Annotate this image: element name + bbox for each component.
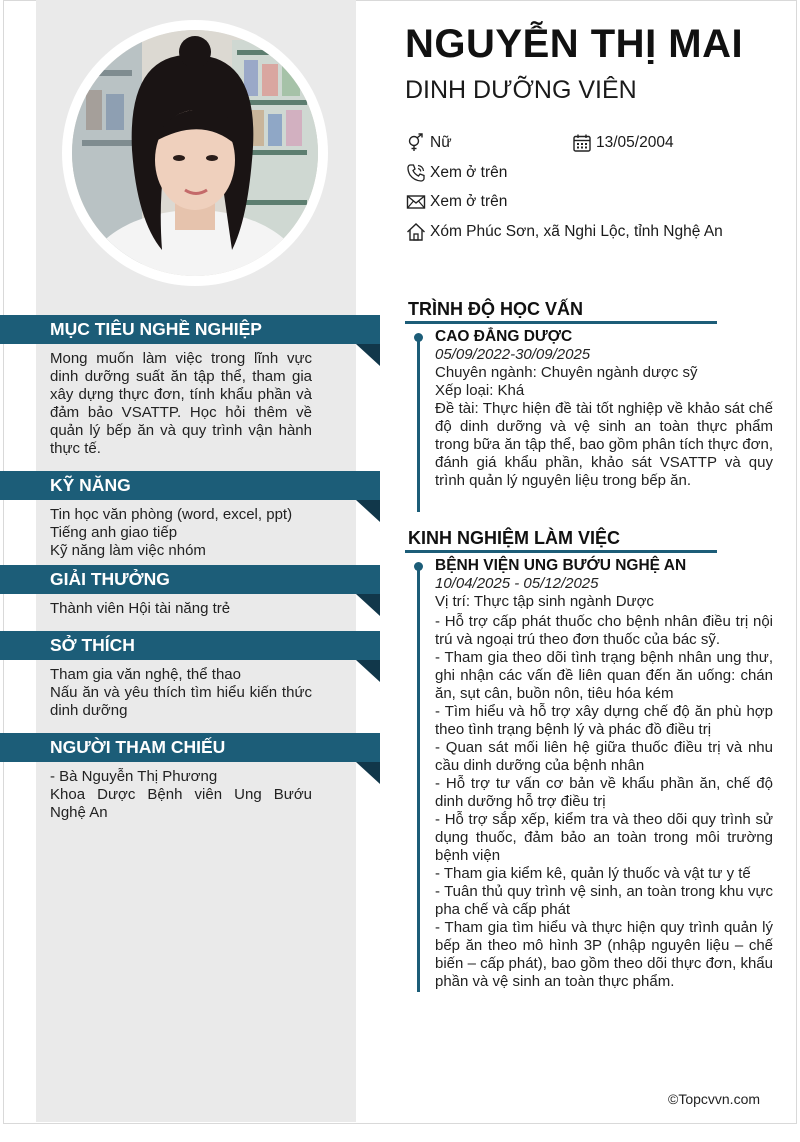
objective-heading: MỤC TIÊU NGHỀ NGHIỆP [0, 315, 380, 344]
experience-heading: KINH NGHIỆM LÀM VIỆC [405, 527, 717, 553]
birthdate-value: 13/05/2004 [596, 134, 674, 151]
address-value: Xóm Phúc Sơn, xã Nghi Lộc, tỉnh Nghệ An [430, 223, 723, 240]
education-major: Chuyên ngành: Chuyên ngành dược sỹ [435, 364, 698, 381]
skill-item: Tiếng anh giao tiếp [50, 524, 178, 541]
skill-item: Kỹ năng làm việc nhóm [50, 542, 206, 559]
education-timeline [417, 340, 420, 512]
hobbies-section [0, 631, 380, 720]
education-heading: TRÌNH ĐỘ HỌC VẤN [405, 298, 717, 324]
email-value: Xem ở trên [430, 193, 508, 210]
birthdate-row [572, 133, 674, 153]
candidate-name: NGUYỄN THỊ MAI [405, 22, 744, 66]
avatar [72, 30, 318, 276]
hobby-item: Tham gia văn nghệ, thể thao [50, 666, 241, 683]
award-item: Thành viên Hội tài năng trẻ [50, 600, 231, 617]
reference-item: Khoa Dược Bệnh viên Ung Bướu Nghệ An [50, 786, 312, 821]
header-fold [356, 762, 380, 784]
duty-item: - Tham gia tìm hiểu và thực hiện quy trình quản lý bếp ăn theo mô hình 3P (nhập nguyên liệu – chế biến – cấp phát), bao gồm theo dõi thực đơn, khẩu phần và vệ sinh an toàn thực phẩm. [435, 919, 773, 990]
phone-icon [406, 163, 426, 183]
experience-entry [435, 557, 773, 991]
school-name: CAO ĐẲNG DƯỢC [435, 328, 573, 345]
duty-item: - Hỗ trợ tư vấn cơ bản về khẩu phần ăn, chế độ dinh dưỡng hỗ trợ điều trị [435, 775, 773, 810]
phone-row [406, 163, 507, 183]
duty-item: - Tham gia theo dõi tình trạng bệnh nhân ung thư, ghi nhận các vấn đề liên quan đến ăn uống: chán ăn, sụt cân, buồn nôn, tiêu hóa kém [435, 649, 773, 702]
skills-heading: KỸ NĂNG [0, 471, 380, 500]
gender-value: Nữ [430, 134, 452, 151]
gender-icon [406, 133, 426, 153]
footer-credit: ©Topcvvn.com [668, 1091, 761, 1107]
education-dot [414, 333, 423, 342]
header-fold [356, 660, 380, 682]
experience-position: Vị trí: Thực tập sinh ngành Dược [435, 593, 654, 610]
header-fold [356, 500, 380, 522]
duty-item: - Tìm hiểu và hỗ trợ xây dựng chế độ ăn phù hợp theo tình trạng bệnh lý và phác đồ điều trị [435, 703, 773, 738]
experience-dot [414, 562, 423, 571]
address-row [406, 222, 723, 242]
candidate-title: DINH DƯỠNG VIÊN [405, 76, 637, 104]
gender-row [406, 133, 452, 153]
objective-section [0, 315, 380, 458]
hobbies-heading: SỞ THÍCH [0, 631, 380, 660]
education-thesis: Đề tài: Thực hiện đề tài tốt nghiệp về khảo sát chế độ dinh dưỡng và vệ sinh an toàn thực phẩm trong bữa ăn tập thể, bao gồm phân tích thực đơn, đánh giá khẩu phần, khảo sát VSATTP và quy trình quản lý nguyên liệu trong bếp ăn. [435, 400, 773, 489]
email-row [406, 192, 507, 212]
awards-section [0, 565, 380, 618]
header-fold [356, 594, 380, 616]
avatar-photo [72, 30, 318, 276]
reference-item: - Bà Nguyễn Thị Phương [50, 768, 218, 785]
employer-name: BỆNH VIỆN UNG BƯỚU NGHỆ AN [435, 557, 687, 574]
duty-item: - Tham gia kiểm kê, quản lý thuốc và vật tư y tế [435, 865, 751, 882]
education-rank: Xếp loại: Khá [435, 382, 525, 399]
duty-item: - Hỗ trợ cấp phát thuốc cho bệnh nhân điều trị nội trú và ngoại trú theo đơn thuốc của bác sỹ. [435, 613, 773, 648]
phone-value: Xem ở trên [430, 164, 508, 181]
duty-item: - Hỗ trợ sắp xếp, kiểm tra và theo dõi quy trình sử dụng thuốc, đảm bảo an toàn trong môi trường bệnh viện [435, 811, 773, 864]
calendar-icon [572, 133, 592, 153]
experience-dates: 10/04/2025 - 05/12/2025 [435, 575, 599, 592]
education-dates: 05/09/2022-30/09/2025 [435, 346, 591, 363]
skills-section [0, 471, 380, 560]
objective-text: Mong muốn làm việc trong lĩnh vực dinh dưỡng suất ăn tập thể, tham gia xây dựng thực đơn, tính khẩu phần và đảm bảo VSATTP. Học hỏi thêm về quản lý bếp ăn và quy trình vận hành thực tế. [50, 350, 312, 457]
duty-item: - Quan sát mối liên hệ giữa thuốc điều trị và nhu cầu dinh dưỡng của bệnh nhân [435, 739, 773, 774]
references-section [0, 733, 380, 822]
header-fold [356, 344, 380, 366]
awards-heading: GIẢI THƯỞNG [0, 565, 380, 594]
duty-item: - Tuân thủ quy trình vệ sinh, an toàn trong khu vực pha chế và cấp phát [435, 883, 773, 918]
hobby-item: Nấu ăn và yêu thích tìm hiểu kiến thức dinh dưỡng [50, 684, 312, 719]
experience-timeline [417, 569, 420, 992]
skill-item: Tin học văn phòng (word, excel, ppt) [50, 506, 293, 523]
education-entry [435, 328, 773, 490]
references-heading: NGƯỜI THAM CHIẾU [0, 733, 380, 762]
envelope-icon [406, 192, 426, 212]
home-icon [406, 222, 426, 242]
